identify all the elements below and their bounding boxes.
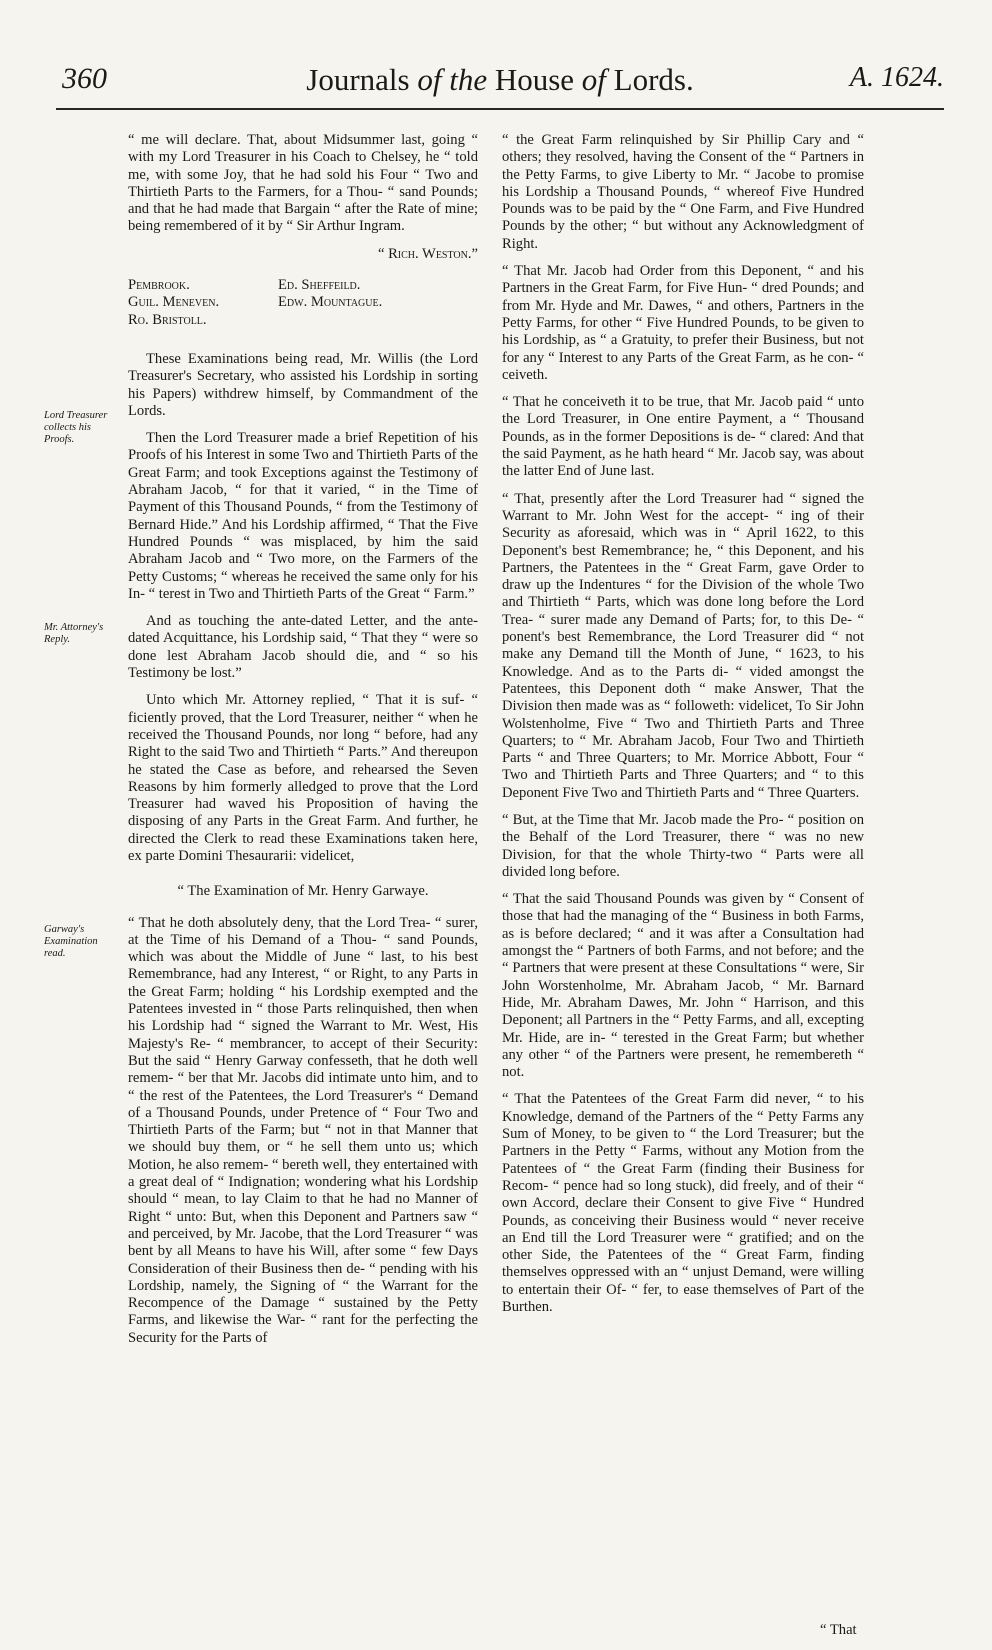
signatories <box>128 277 478 329</box>
signatory: Guil. Meneven. <box>128 294 220 311</box>
signatory: Ed. Sheffeild. <box>278 277 361 294</box>
margin-note-garway: Garway's Examination read. <box>44 924 98 959</box>
paragraph: “ me will declare. That, about Midsummer last, going “ with my Lord Treasurer in his Coach to Chelsey, he “ told me, with some Joy, that he had sold his Four “ Two and Thirtieth Parts to the Farmers, for a Thou- “ sand Pounds; and that he had made that Bargain “ after the Rate of mine; being remembered of it by “ Sir Arthur Ingram. <box>128 132 478 235</box>
paragraph: “ That, presently after the Lord Treasurer had “ signed the Warrant to Mr. John West for the accept- “ ing of their Security as aforesaid, which was in “ April 1622, to this Deponent's best Remembrance; he, “ this Deponent, and his Partners, the Patentees in the “ Great Farm, gave Order to draw up the Indentures “ for the Division of the whole Two and Thirtieth “ Parts, which was done long before the Lord Trea- “ surer made any Demand of Parts; for, to this De- “ ponent's best Remembrance, the Lord Treasurer did “ not make any Demand till the Month of June, “ 1623, to his Knowledge. And as to the Parts di- “ vided amongst the Patentees, this Deponent doth “ make Answer, That the Division then made was as “ followeth: videlicet, To Sir John Wolstenholme, Five “ Two and Thirtieth Parts and Three Quarters; to “ Mr. Abraham Jacob, Four Two and Thirtieth Parts “ and Three Quarters; to Mr. Morrice Abbott, Four “ Two and Thirtieth Parts and Three Quarters; and “ to this Deponent Five Two and Thirtieth Parts and “ Three Quarters. <box>502 490 864 801</box>
right-column <box>502 132 864 1326</box>
page-number: 360 <box>62 62 107 95</box>
signatory: Ro. Bristoll. <box>128 311 207 328</box>
running-header <box>56 62 944 110</box>
paragraph: “ the Great Farm relinquished by Sir Phillip Cary and “ others; they resolved, having the Consent of the “ Partners in the Petty Farms, to give Liberty to Mr. “ Jacobe to promise his Lordship a Thousand Pounds, “ whereof Five Hundred Pounds was to be paid by the “ One Farm, and Five Hundred Pounds by the other; “ but without any Acknowledgment of Right. <box>502 132 864 252</box>
paragraph: Then the Lord Treasurer made a brief Repetition of his Proofs of his Interest in some Two and Thirtieth Parts of the Great Farm; and took Exceptions against the Testimony of Abraham Jacob, “ for that it varied, “ in the Time of Payment of this Thousand Pounds, “ from the Testimony of Bernard Hide.” And his Lordship affirmed, “ That the Five Hundred Pounds “ was misplaced, by him the said Abraham Jacob and “ Two more, on the Farmers of the Petty Customs; “ whereas he received the same only for his In- “ terest in Two and Thirtieth Parts of the Great “ Farm.” <box>128 430 478 602</box>
catchword: “ That <box>820 1622 857 1638</box>
paragraph: And as touching the ante-dated Letter, and the ante-dated Acquittance, his Lordship said, “ That they “ were so done lest Abraham Jacob should die, and “ so his Testimony be lost.” <box>128 613 478 682</box>
paragraph: Unto which Mr. Attorney replied, “ That it is suf- “ ficiently proved, that the Lord Treasurer, neither “ when he received the Thousand Pounds, nor long “ before, had any Right to the said Two and Thirtieth “ Parts.” And thereupon he stated the Case as before, and rehearsed the Seven Reasons by him formerly alledged to prove that the Lord Treasurer had waved his Proposition of having the disposing of any Parts in the Great Farm. And further, he directed the Clerk to read these Examinations taken here, ex parte Domini Thesaurarii: videlicet, <box>128 692 478 864</box>
paragraph: “ That he conceiveth it to be true, that Mr. Jacob paid “ unto the Lord Treasurer, in One entire Payment, a “ Thousand Pounds, as in the former Depositions is de- “ clared: And that the said Payment, as he hath heard “ Mr. Jacob say, was about the latter End of June last. <box>502 394 864 480</box>
paragraph: “ That the Patentees of the Great Farm did never, “ to his Knowledge, demand of the Partners of the “ Petty Farms any Sum of Money, to be given to “ the Lord Treasurer; but the Partners in the Petty “ Farms, without any Motion from the Patentees of “ the Great Farm (finding their Business for Recom- “ pence had so long stuck), did freely, and of their “ own Accord, declare their Consent to give Five “ Hundred Pounds, as conceiving their Business would “ never receive an End till the Lord Treasurer were “ gratified; and on the other Side, the Patentees of the “ Great Farm, finding themselves oppressed with an “ unjust Demand, were willing to entertain their Of- “ fer, to ease themselves of Part of the Burthen. <box>502 1091 864 1315</box>
signatory: Pembrook. <box>128 277 190 294</box>
margin-note-proofs: Lord Treasurer collects his Proofs. <box>44 410 108 445</box>
margin-note-reply: Mr. Attorney's Reply. <box>44 622 104 645</box>
signature: “ Rich. Weston.” <box>377 245 478 262</box>
paragraph: “ That he doth absolutely deny, that the Lord Trea- “ surer, at the Time of his Demand of a Thou- “ sand Pounds, which was about the Middle of June “ last, to his best Remembrance, had any Interest, “ or Right, to any Parts in the Great Farm; holding “ his Lordship exempted and the Patentees invested in “ those Parts relinquished, then when his Lordship had “ signed the Warrant to Mr. West, His Majesty's Re- “ membrancer, to accept of their Security: But the said “ Henry Garway confesseth, that he doth well remem- “ ber that Mr. Jacobs did intimate unto him, and to “ the rest of the Patentees, the Lord Treasurer's “ Demand of a Thousand Pounds, under Pretence of “ Four Two and Thirtieth Parts of the Farm; but “ not in that Manner that we should buy them, or “ he sell them unto us; which Motion, he also remem- “ bereth well, they entertained with a great deal of “ Indignation; wondering what his Lordship should “ mean, to lay Claim to that he had no Manner of Right “ unto: But, when this Deponent and Partners saw “ and perceived, by Mr. Jacobe, that the Lord Treasurer “ was bent by all Means to have his Will, after some “ few Days Consideration of their Business then de- “ pending with his Lordship, namely, the Signing of “ the Warrant for the Recompence of the Damage “ sustained by the Petty Farms, and likewise the War- “ rant for the perfecting the Security for the Parts of <box>128 914 478 1346</box>
paragraph: “ But, at the Time that Mr. Jacob made the Pro- “ position on the Behalf of the Lord Treasurer, there “ was no new Division, for that the whole Thirty-two “ Parts were all divided long before. <box>502 811 864 880</box>
year-label: A. 1624. <box>849 62 944 93</box>
signatory <box>278 312 478 329</box>
signatory: Edw. Mountague. <box>278 294 383 311</box>
paragraph: “ That Mr. Jacob had Order from this Deponent, “ and his Partners in the Great Farm, for Five Hun- “ dred Pounds; and from Mr. Hyde and Mr. Dawes, “ and others, Partners in the Petty Farms, for other “ Five Hundred Pounds, to be given to his Lordship, as “ a Gratuity, to prefer their Business, but not for any “ Interest to any Parts of the Great Farm, as he con- “ ceiveth. <box>502 263 864 383</box>
running-title: Journals of the House of Lords. <box>306 62 694 97</box>
section-heading: “ The Examination of Mr. Henry Garwaye. <box>177 883 429 900</box>
paragraph: “ That the said Thousand Pounds was given by “ Consent of those that had the managing of the “ Business in both Farms, as is before declared; “ and it was after a Consultation had amongst the “ Partners of both Farms, and not before; and the “ Partners that were present at these Consultations “ were, Sir John Worstenholme, Mr. Abraham Jacob, “ Mr. Barnard Hide, Mr. Abraham Dawes, Mr. John “ Harrison, and this Deponent; all Partners in the “ Petty Farms, and all, excepting Mr. Hide, are in- “ terested in the Great Farm; but whether any other “ of the Partners were present, he remembereth “ not. <box>502 891 864 1081</box>
paragraph: These Examinations being read, Mr. Willis (the Lord Treasurer's Secretary, who assisted his Lordship in sorting his Papers) withdrew himself, by Commandment of the Lords. <box>128 350 478 419</box>
left-column <box>128 132 478 1357</box>
